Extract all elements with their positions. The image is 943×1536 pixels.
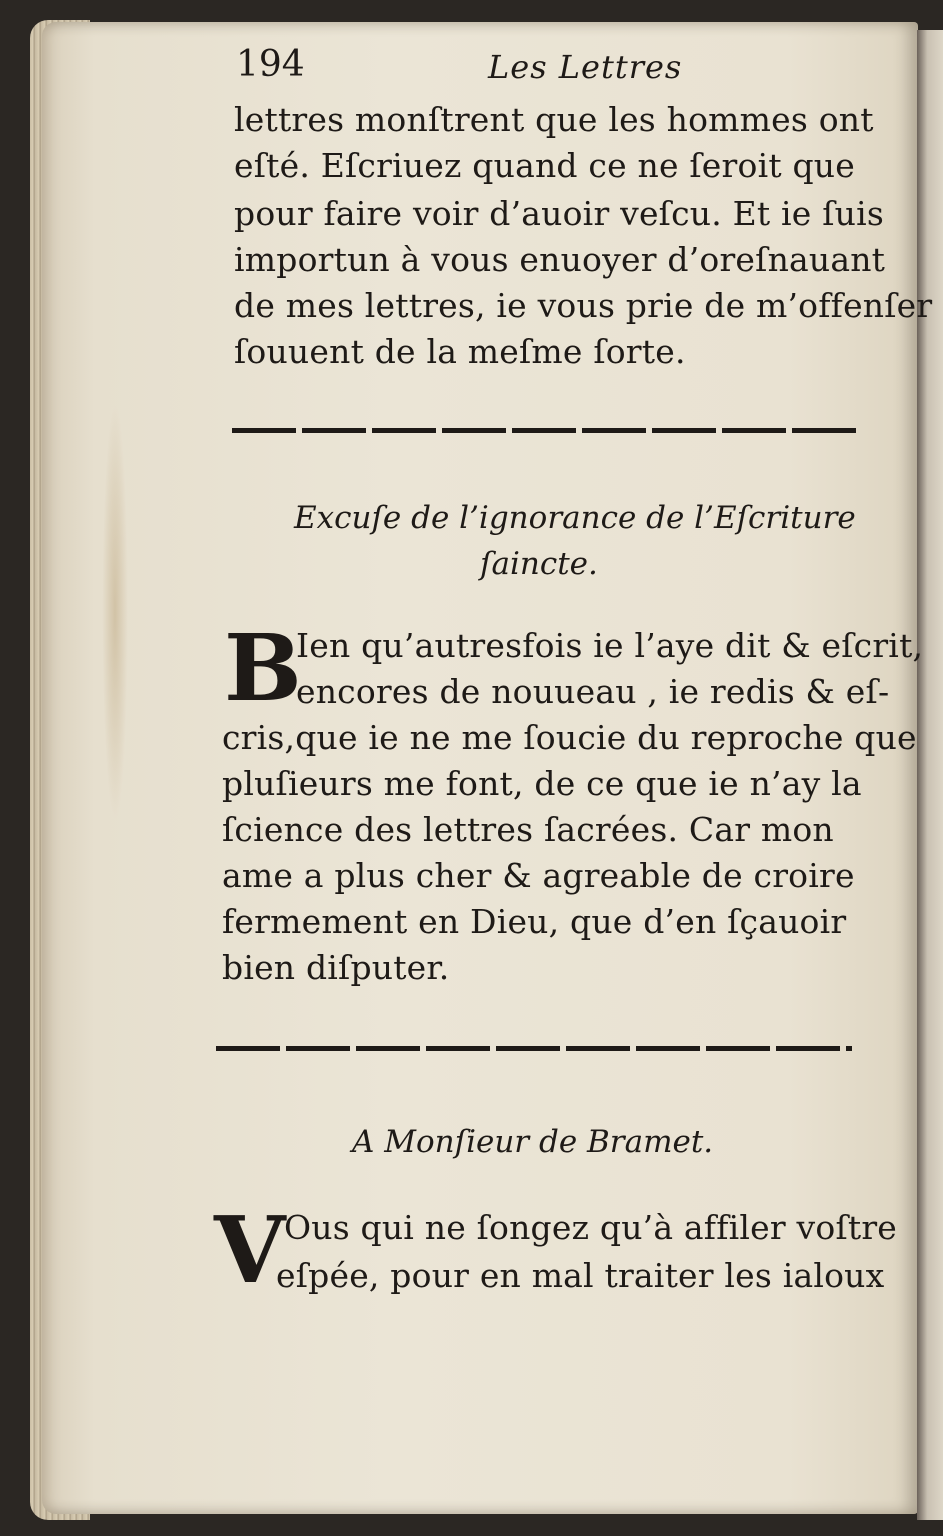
drop-cap: V [214,1196,286,1304]
section-title-continued: ſaincte. [480,546,598,582]
text-line: pluſieurs me font, de ce que ie n’ay la [222,764,862,803]
text-line: de mes lettres, ie vous prie de m’offenſer [234,286,933,325]
text-line: Ous qui ne ſongez qu’à affiler voſtre [284,1208,898,1247]
text-line: pour faire voir d’auoir veſcu. Et ie ſuis [234,194,884,233]
text-line: bien diſputer. [222,948,450,987]
text-line: ſouuent de la meſme ſorte. [234,332,686,371]
text-line: encores de nouueau , ie redis & eſ- [296,672,890,711]
running-head: Les Lettres [488,48,683,86]
text-line: ſcience des lettres ſacrées. Car mon [222,810,834,849]
section-divider [232,428,858,433]
drop-cap: B [224,614,302,722]
facing-page-strip [917,30,943,1520]
letter-title: A Monſieur de Bramet. [352,1124,714,1160]
section-divider [216,1046,852,1051]
text-line: importun à vous enuoyer d’oreſnauant [234,240,886,279]
text-line: eſpée, pour en mal traiter les ialoux [276,1256,885,1295]
text-line: Ien qu’autresfois ie l’aye dit & eſcrit, [296,626,924,665]
text-line: cris,que ie ne me ſoucie du reproche que [222,718,917,757]
section-title: Excuſe de l’ignorance de l’Eſcriture [294,500,856,536]
text-line: lettres monſtrent que les hommes ont [234,100,874,139]
text-line: fermement en Dieu, que d’en ſçauoir [222,902,847,941]
text-line: ame a plus cher & agreable de croire [222,856,855,895]
text-line: eſté. Eſcriuez quand ce ne ſeroit que [234,146,855,185]
page-number: 194 [236,44,305,85]
